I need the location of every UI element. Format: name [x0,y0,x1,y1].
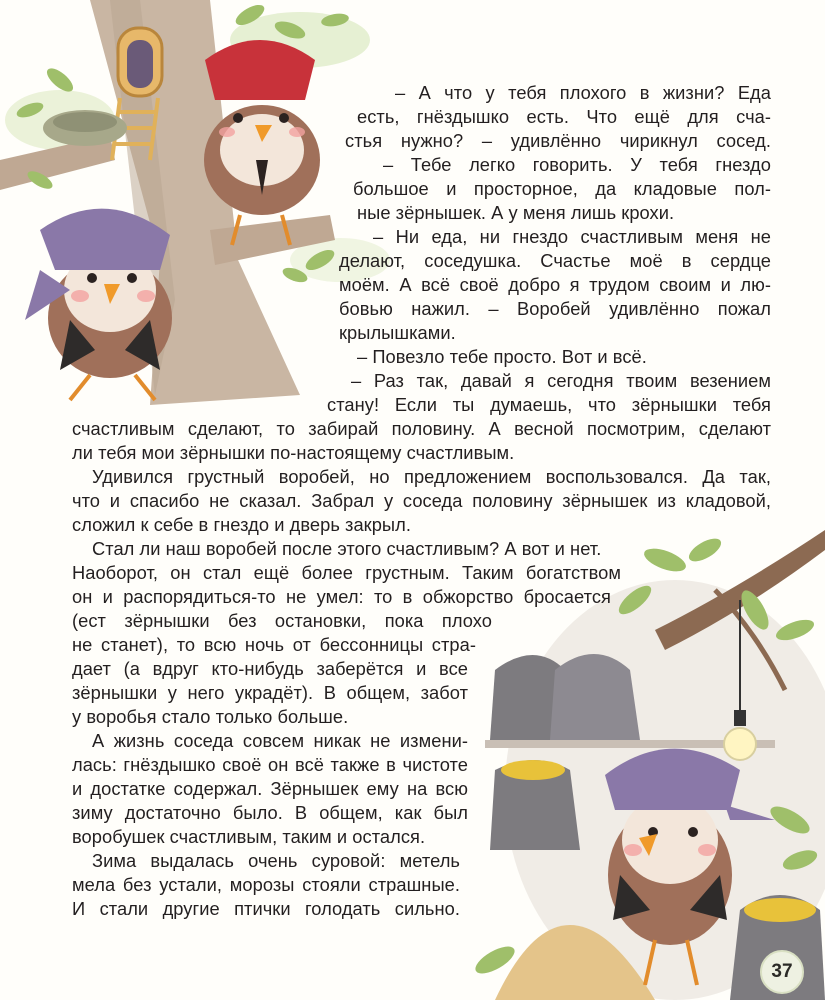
story-line: И стали другие птички голодать сильно. [72,898,460,919]
story-line: дает (а вдруг кто-нибудь заберётся и все [72,658,468,679]
story-line: Зима выдалась очень суровой: метель [92,850,460,871]
story-line: воробушек счастливым, таким и остался. [72,826,426,847]
story-line: счастливым сделают, то забирай половину. А весной посмотрим, сделают [72,418,771,439]
story-line: – А что у тебя плохого в жизни? Еда [395,82,771,103]
story-line: лась: гнёздышко своё он всё также в чистоте [72,754,468,775]
story-line: у воробья стало только больше. [72,706,349,727]
story-line: – Раз так, давай я сегодня твоим везением [351,370,771,391]
story-line: большое и просторное, да кладовые пол- [353,178,771,199]
story-line: делают, соседушка. Счастье моё в сердце [339,250,771,271]
story-line: бовью нажил. – Воробей удивлённо пожал [339,298,771,319]
story-line: зёрнышки у него украдёт). В общем, забот [72,682,468,703]
page-number: 37 [760,950,804,994]
story-line: что и спасибо не сказал. Забрал у соседа половину зёрнышек из кладовой, [72,490,771,511]
story-line: стану! Если ты думаешь, что зёрнышки тебя [327,394,771,415]
story-line: Удивился грустный воробей, но предложением воспользовался. Да так, [92,466,771,487]
story-line: ли тебя мои зёрнышки по-настоящему счастливым. [72,442,515,463]
nest [43,110,127,146]
story-line: сложил к себе в гнездо и дверь закрыл. [72,514,411,535]
story-line: есть, гнёздышко есть. Что ещё для сча- [357,106,771,127]
story-line: стья нужно? – удивлённо чирикнул сосед. [345,130,771,151]
story-line: А жизнь соседа совсем никак не измени- [92,730,468,751]
story-line: – Тебе легко говорить. У тебя гнездо [383,154,771,175]
story-line: не станет), то всю ночь от бессонницы стра- [72,634,476,655]
story-line: мела без устали, морозы стояли страшные. [72,874,460,895]
story-line: зиму достаточно было. В общем, как был [72,802,468,823]
story-line: он и распорядиться-то не умел: то в обжорство бросается [72,586,611,607]
story-line: Наоборот, он стал ещё более грустным. Таким богатством [72,562,621,583]
sparrow-sad [25,209,172,400]
birdhouse-door [118,28,162,96]
story-line: крылышками. [339,322,456,343]
story-line: ные зёрнышек. А у меня лишь крохи. [357,202,675,223]
story-line: и достатке содержал. Зёрнышек ему на всю [72,778,468,799]
story-line: Стал ли наш воробей после этого счастливым? А вот и нет. [92,538,602,559]
story-line: – Ни еда, ни гнездо счастливым меня не [373,226,771,247]
story-line: моём. А всё своё добро я трудом своим и лю- [339,274,771,295]
story-line: – Повезло тебе просто. Вот и всё. [357,346,647,367]
story-line: (ест зёрнышки без остановки, пока плохо [72,610,492,631]
